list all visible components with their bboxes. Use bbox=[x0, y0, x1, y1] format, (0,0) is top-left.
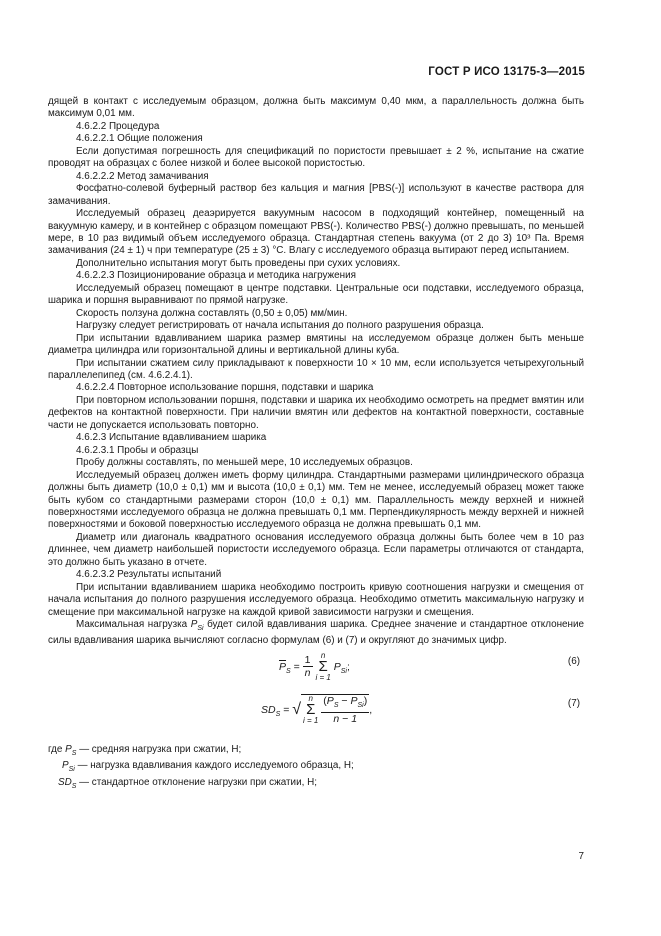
page-number: 7 bbox=[578, 851, 584, 862]
formula-term-sub: Si bbox=[357, 702, 364, 709]
fraction-numerator: 1 bbox=[304, 653, 311, 666]
paragraph: 4.6.2.2.1 Общие положения bbox=[76, 133, 203, 145]
formula-lhs: SD bbox=[261, 703, 276, 716]
formula-6 bbox=[48, 652, 584, 692]
paragraph-max-load bbox=[48, 619, 584, 648]
symbol-subscript: Si bbox=[197, 625, 204, 632]
where-item bbox=[48, 760, 584, 776]
formula-term: P bbox=[333, 660, 341, 673]
sum-upper-limit: n bbox=[308, 694, 313, 704]
formula-7 bbox=[48, 694, 584, 742]
where-symbol-sub: S bbox=[71, 749, 77, 757]
equals-sign: = bbox=[283, 703, 290, 716]
formula-lhs-sub: S bbox=[275, 710, 281, 718]
paragraph: При испытании вдавливанием шарика размер вмятины на исследуемом образце должен быть меньше диаметра цилиндра или горизонтальной длины и вертикальной длины куба. bbox=[48, 332, 584, 357]
paragraph: 4.6.2.3.1 Пробы и образцы bbox=[76, 444, 199, 456]
paragraph: 4.6.2.3 Испытание вдавливанием шарика bbox=[76, 432, 267, 444]
where-symbol: P bbox=[65, 743, 72, 755]
paragraph: 4.6.2.2.4 Повторное использование поршня, подставки и шарика bbox=[76, 382, 374, 394]
paragraph: 4.6.2.3.2 Результаты испытаний bbox=[76, 569, 222, 581]
formula-term: P bbox=[350, 694, 358, 707]
text-fragment: Максимальная нагрузка bbox=[76, 619, 191, 631]
fraction bbox=[321, 695, 369, 726]
paragraph-list bbox=[48, 96, 584, 619]
sqrt-body bbox=[301, 694, 369, 726]
where-description: — стандартное отклонение нагрузки при сжатии, Н; bbox=[79, 776, 317, 788]
minus-sign: − bbox=[338, 694, 351, 707]
sqrt-sign: √ bbox=[292, 700, 302, 718]
sum-operator bbox=[315, 652, 330, 682]
paragraph: При испытании вдавливанием шарика необходимо построить кривую соотношения нагрузки и смещения от начала испытания до полного разрушения исследуемого образца. Необходимо отметить максимальную нагрузку и смещение при максимальной нагрузке на каждой кривой зависимости нагрузки и смещения. bbox=[48, 581, 584, 618]
formula-term: $\overline{P}$ bbox=[326, 694, 334, 707]
paragraph: При испытании сжатием силу прикладывают к поверхности 10 × 10 мм, если используется четырехугольный параллелепипед (см. 4.6.2.4.1). bbox=[48, 357, 584, 381]
document-header: ГОСТ Р ИСО 13175-3—2015 bbox=[428, 66, 585, 78]
paragraph: 4.6.2.2.2 Метод замачивания bbox=[76, 170, 209, 182]
where-item bbox=[48, 777, 584, 793]
paragraph: Фосфатно-солевой буферный раствор без кальция и магния [PBS(-)] используют в качестве раствора для замачивания. bbox=[48, 183, 584, 207]
sum-lower-limit: i = 1 bbox=[303, 716, 319, 726]
sigma-symbol: Σ bbox=[306, 701, 316, 719]
sum-operator bbox=[303, 695, 318, 725]
where-symbol-sub: S bbox=[71, 782, 77, 790]
paragraph: Диаметр или диагональ квадратного основания исследуемого образца должны быть более чем в 10 раз длиннее, чем диаметр наибольшей пористости исследуемого образца. Если параметры отличаются от стандарта, это должно быть указано в отчете. bbox=[48, 531, 584, 568]
formula-punct: , bbox=[369, 703, 373, 716]
fraction bbox=[303, 654, 313, 680]
where-symbol: SD bbox=[58, 776, 72, 788]
formula-term-sub: S bbox=[333, 702, 339, 709]
equals-sign: = bbox=[293, 660, 300, 673]
paragraph: Нагрузку следует регистрировать от начала испытания до полного разрушения образца. bbox=[76, 320, 484, 332]
paragraph: При повторном использовании поршня, подставки и шарика их необходимо осмотреть на предмет вмятин или дефектов на контактной поверхности. При наличии вмятин или дефектов на контактной поверхности, составные части не допускается использовать повторно. bbox=[48, 394, 584, 431]
sum-lower-limit: i = 1 bbox=[315, 672, 331, 682]
paragraph: Пробу должны составлять, по меньшей мере, 10 исследуемых образцов. bbox=[76, 457, 413, 469]
formula-number: (7) bbox=[567, 697, 580, 709]
formula-number: (6) bbox=[567, 655, 580, 667]
fraction-denominator: n bbox=[304, 667, 311, 680]
where-symbol-sub: Si bbox=[68, 766, 75, 774]
paragraph: Скорость ползуна должна составлять (0,50 ± 0,05) мм/мин. bbox=[76, 307, 348, 319]
paragraph: Исследуемый образец деаэрируется вакуумным насосом в подходящий контейнер, помещенный на вакуумную камеру, и в контейнер с образцом помещают PBS(-). Количество PBS(-) должно превышать, по меньшей мере, в 10 раз видимый объем исследуемого образца. Стандартная степень вакуума (от 2 до 3) 10³ Па. Время замачивания (24 ± 1) ч при температуре (25 ± 3) °C. Влагу с исследуемого образца вытирают перед испытанием. bbox=[48, 208, 584, 257]
paragraph: 4.6.2.2 Процедура bbox=[76, 120, 160, 132]
paragraph: Дополнительно испытания могут быть проведены при сухих условиях. bbox=[76, 257, 401, 269]
paren: ( bbox=[323, 694, 327, 707]
sum-upper-limit: n bbox=[320, 650, 326, 660]
formula-term-sub: Si bbox=[340, 667, 347, 675]
formula-lhs: $\overline{P}$ bbox=[279, 660, 287, 673]
fraction-denominator: n − 1 bbox=[333, 713, 358, 726]
where-symbol: P bbox=[62, 760, 69, 772]
document-body bbox=[48, 96, 584, 793]
paragraph: 4.6.2.2.3 Позиционирование образца и методика нагружения bbox=[76, 270, 356, 282]
paragraph: Если допустимая погрешность для спецификаций по пористости превышает ± 2 %, испытание на сжатие проводят на образцах с более низкой и более высокой пористостью. bbox=[48, 145, 584, 170]
where-block bbox=[48, 744, 584, 793]
where-intro: где bbox=[48, 743, 63, 755]
formula-lhs-sub: S bbox=[286, 667, 291, 675]
where-description: — нагрузка вдавливания каждого исследуемого образца, Н; bbox=[77, 760, 354, 772]
where-item bbox=[48, 744, 584, 760]
paren: ) bbox=[363, 694, 368, 707]
formula-punct: ; bbox=[346, 660, 350, 673]
paragraph: Исследуемый образец помещают в центре подставки. Центральные оси подставки, исследуемого образца, шарика и поршня выравнивают по прямой нагрузке. bbox=[48, 282, 584, 307]
where-description: — средняя нагрузка при сжатии, Н; bbox=[79, 743, 242, 755]
symbol: P bbox=[190, 619, 198, 631]
sigma-symbol: Σ bbox=[318, 657, 328, 675]
text-fragment: будет силой вдавливания шарика. Среднее значение и стандартное отклонение силы вдавливания шарика вычисляют согласно формулам (6) и (7) и округляют до значимых цифр. bbox=[48, 619, 584, 647]
paragraph: Исследуемый образец должен иметь форму цилиндра. Стандартными размерами цилиндрического образца должны быть диаметр (10,0 ± 0,1) мм и высота (10,0 ± 0,1) мм. Тем не менее, исследуемый образец может также быть кубом со стандартными размерами сторон (10,0 ± 0,1) мм. Параллельность между верхней и нижней поверхностями исследуемого образца не должна превышать 0,1 мм. Перпендикулярность между верхней и нижней поверхностями и боковой поверхностью исследуемого образца не должна превышать 0,1 мм. bbox=[48, 469, 584, 531]
paragraph: дящей в контакт с исследуемым образцом, должна быть максимум 0,40 мкм, а параллельность должна быть максимум 0,01 мм. bbox=[48, 96, 584, 120]
